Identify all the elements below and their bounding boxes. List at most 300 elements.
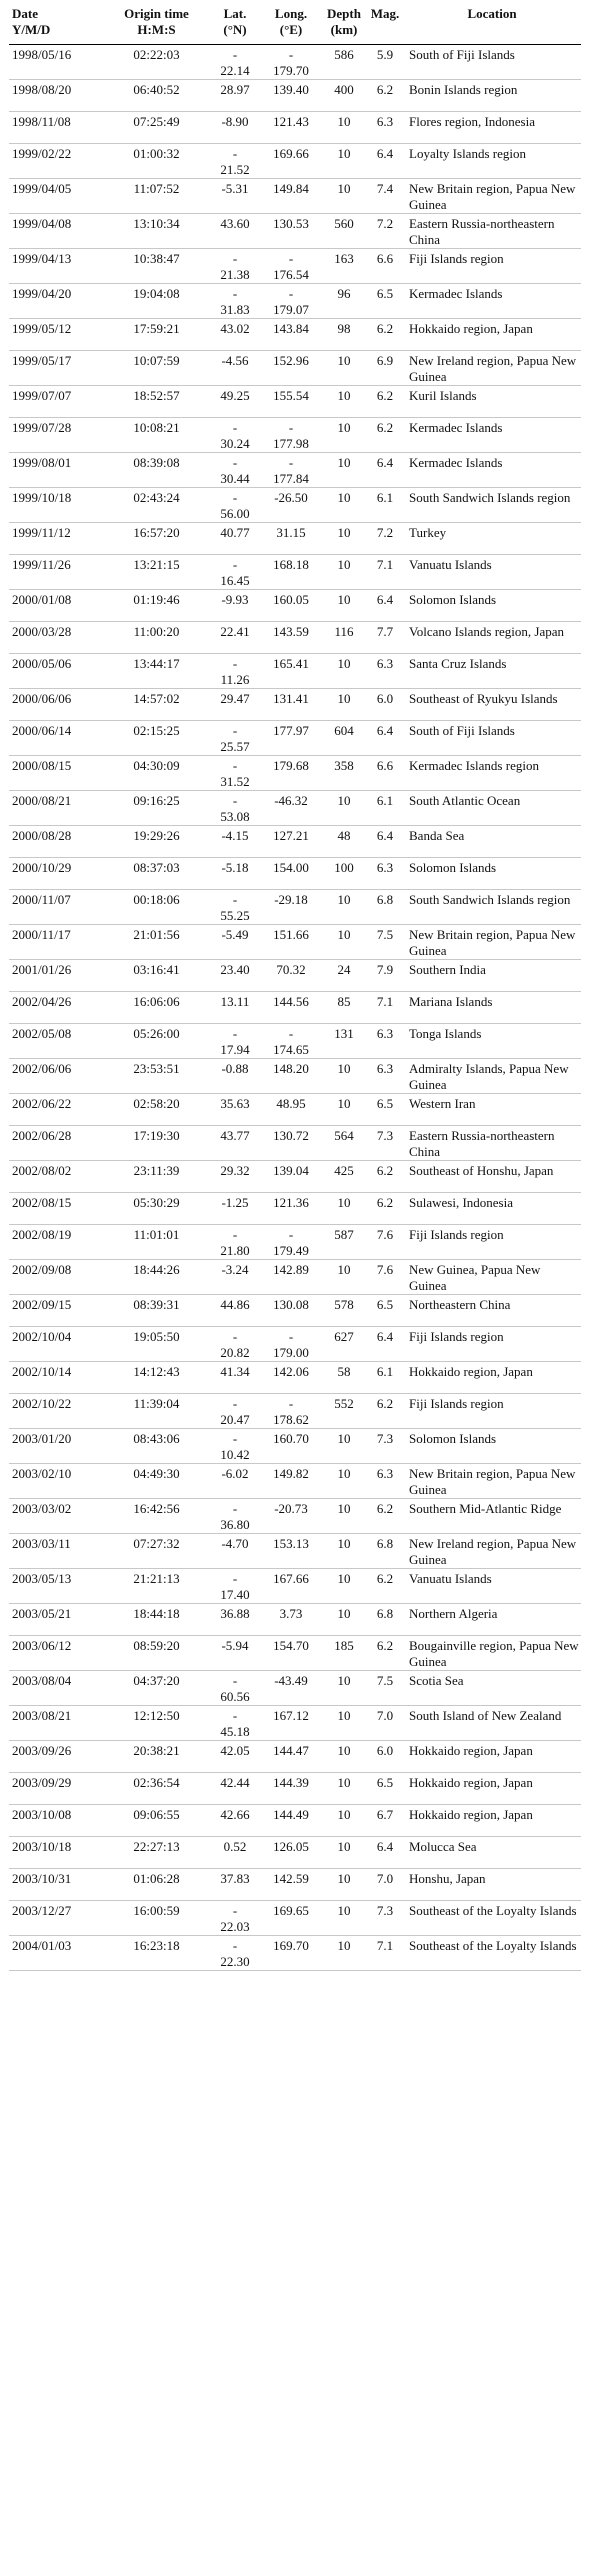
- date-cell: 1999/04/08: [9, 213, 104, 248]
- table-row: [9, 959, 581, 991]
- table-row: [9, 79, 581, 111]
- depth-cell: 10: [321, 143, 367, 178]
- date-cell: 2003/10/18: [9, 1836, 104, 1868]
- origin-time-cell: 13:21:15: [104, 554, 209, 589]
- magnitude-cell: 6.5: [367, 1772, 403, 1804]
- magnitude-cell: 6.3: [367, 1058, 403, 1093]
- magnitude-cell: 6.5: [367, 1093, 403, 1125]
- location-cell: Kermadec Islands: [403, 283, 581, 318]
- header-depth-line1: Depth: [327, 6, 361, 21]
- depth-cell: 560: [321, 213, 367, 248]
- table-row: [9, 554, 581, 589]
- longitude-cell: 139.04: [261, 1160, 321, 1192]
- latitude-cell: 41.34: [209, 1361, 261, 1393]
- location-cell: Solomon Islands: [403, 589, 581, 621]
- longitude-cell: 126.05: [261, 1836, 321, 1868]
- table-row: [9, 755, 581, 790]
- origin-time-cell: 04:30:09: [104, 755, 209, 790]
- location-cell: South Atlantic Ocean: [403, 790, 581, 825]
- depth-cell: 10: [321, 178, 367, 213]
- latitude-cell: -5.94: [209, 1635, 261, 1670]
- table-row: [9, 1192, 581, 1224]
- longitude-cell: 139.40: [261, 79, 321, 111]
- latitude-cell: -6.02: [209, 1463, 261, 1498]
- date-cell: 1998/11/08: [9, 111, 104, 143]
- table-row: [9, 790, 581, 825]
- latitude-cell: - 55.25: [209, 889, 261, 924]
- origin-time-cell: 01:00:32: [104, 143, 209, 178]
- magnitude-cell: 5.9: [367, 44, 403, 79]
- table-row: [9, 44, 581, 79]
- depth-cell: 578: [321, 1294, 367, 1326]
- table-row: [9, 318, 581, 350]
- latitude-cell: - 10.42: [209, 1428, 261, 1463]
- location-cell: Southeast of Ryukyu Islands: [403, 688, 581, 720]
- location-cell: Hokkaido region, Japan: [403, 1740, 581, 1772]
- location-cell: Banda Sea: [403, 825, 581, 857]
- location-cell: Southern India: [403, 959, 581, 991]
- table-row: [9, 1705, 581, 1740]
- origin-time-cell: 13:44:17: [104, 653, 209, 688]
- table-row: [9, 825, 581, 857]
- table-row: [9, 417, 581, 452]
- table-row: [9, 452, 581, 487]
- magnitude-cell: 6.4: [367, 143, 403, 178]
- date-cell: 2002/05/08: [9, 1023, 104, 1058]
- depth-cell: 85: [321, 991, 367, 1023]
- latitude-cell: -3.24: [209, 1259, 261, 1294]
- latitude-cell: 40.77: [209, 522, 261, 554]
- magnitude-cell: 7.5: [367, 1670, 403, 1705]
- date-cell: 2000/06/14: [9, 720, 104, 755]
- magnitude-cell: 6.4: [367, 452, 403, 487]
- longitude-cell: 148.20: [261, 1058, 321, 1093]
- longitude-cell: 121.43: [261, 111, 321, 143]
- longitude-cell: 3.73: [261, 1603, 321, 1635]
- magnitude-cell: 6.6: [367, 755, 403, 790]
- latitude-cell: - 22.30: [209, 1935, 261, 1970]
- magnitude-cell: 7.1: [367, 554, 403, 589]
- depth-cell: 10: [321, 1259, 367, 1294]
- origin-time-cell: 09:06:55: [104, 1804, 209, 1836]
- date-cell: 2003/06/12: [9, 1635, 104, 1670]
- depth-cell: 10: [321, 790, 367, 825]
- depth-cell: 48: [321, 825, 367, 857]
- magnitude-cell: 6.7: [367, 1804, 403, 1836]
- origin-time-cell: 21:21:13: [104, 1568, 209, 1603]
- date-cell: 2002/08/02: [9, 1160, 104, 1192]
- latitude-cell: 29.47: [209, 688, 261, 720]
- depth-cell: 163: [321, 248, 367, 283]
- magnitude-cell: 7.7: [367, 621, 403, 653]
- date-cell: 1998/08/20: [9, 79, 104, 111]
- origin-time-cell: 08:39:31: [104, 1294, 209, 1326]
- location-cell: New Britain region, Papua New Guinea: [403, 1463, 581, 1498]
- location-cell: Tonga Islands: [403, 1023, 581, 1058]
- location-cell: New Guinea, Papua New Guinea: [403, 1259, 581, 1294]
- header-depth: [321, 6, 367, 44]
- date-cell: 2003/10/31: [9, 1868, 104, 1900]
- depth-cell: 10: [321, 1836, 367, 1868]
- date-cell: 2002/09/08: [9, 1259, 104, 1294]
- magnitude-cell: 7.3: [367, 1900, 403, 1935]
- origin-time-cell: 07:25:49: [104, 111, 209, 143]
- table-row: [9, 111, 581, 143]
- latitude-cell: - 45.18: [209, 1705, 261, 1740]
- date-cell: 2002/10/22: [9, 1393, 104, 1428]
- latitude-cell: 44.86: [209, 1294, 261, 1326]
- date-cell: 2003/12/27: [9, 1900, 104, 1935]
- magnitude-cell: 6.4: [367, 825, 403, 857]
- origin-time-cell: 04:49:30: [104, 1463, 209, 1498]
- depth-cell: 425: [321, 1160, 367, 1192]
- date-cell: 2003/01/20: [9, 1428, 104, 1463]
- longitude-cell: -43.49: [261, 1670, 321, 1705]
- longitude-cell: 142.06: [261, 1361, 321, 1393]
- origin-time-cell: 11:07:52: [104, 178, 209, 213]
- header-mag-label: Mag.: [370, 6, 400, 21]
- longitude-cell: -46.32: [261, 790, 321, 825]
- location-cell: South of Fiji Islands: [403, 44, 581, 79]
- location-cell: Bonin Islands region: [403, 79, 581, 111]
- earthquake-table: [9, 6, 581, 1971]
- date-cell: 2003/05/13: [9, 1568, 104, 1603]
- longitude-cell: 155.54: [261, 385, 321, 417]
- table-row: [9, 143, 581, 178]
- longitude-cell: 121.36: [261, 1192, 321, 1224]
- longitude-cell: 131.41: [261, 688, 321, 720]
- longitude-cell: 70.32: [261, 959, 321, 991]
- location-cell: Honshu, Japan: [403, 1868, 581, 1900]
- date-cell: 2002/10/04: [9, 1326, 104, 1361]
- origin-time-cell: 01:19:46: [104, 589, 209, 621]
- location-cell: Southeast of the Loyalty Islands: [403, 1900, 581, 1935]
- latitude-cell: 42.05: [209, 1740, 261, 1772]
- origin-time-cell: 06:40:52: [104, 79, 209, 111]
- table-row: [9, 1259, 581, 1294]
- table-row: [9, 1670, 581, 1705]
- date-cell: 2000/10/29: [9, 857, 104, 889]
- longitude-cell: - 179.49: [261, 1224, 321, 1259]
- date-cell: 1999/04/20: [9, 283, 104, 318]
- longitude-cell: 179.68: [261, 755, 321, 790]
- location-cell: Bougainville region, Papua New Guinea: [403, 1635, 581, 1670]
- table-row: [9, 720, 581, 755]
- depth-cell: 10: [321, 1740, 367, 1772]
- magnitude-cell: 6.2: [367, 385, 403, 417]
- depth-cell: 58: [321, 1361, 367, 1393]
- table-row: [9, 1772, 581, 1804]
- date-cell: 2003/03/11: [9, 1533, 104, 1568]
- table-row: [9, 991, 581, 1023]
- longitude-cell: 144.56: [261, 991, 321, 1023]
- location-cell: Vanuatu Islands: [403, 1568, 581, 1603]
- header-latitude: [209, 6, 261, 44]
- magnitude-cell: 6.2: [367, 1635, 403, 1670]
- magnitude-cell: 7.2: [367, 213, 403, 248]
- origin-time-cell: 16:00:59: [104, 1900, 209, 1935]
- depth-cell: 10: [321, 1498, 367, 1533]
- depth-cell: 10: [321, 1804, 367, 1836]
- origin-time-cell: 21:01:56: [104, 924, 209, 959]
- table-row: [9, 1058, 581, 1093]
- table-row: [9, 1868, 581, 1900]
- longitude-cell: 149.84: [261, 178, 321, 213]
- header-location-label: Location: [467, 6, 517, 21]
- origin-time-cell: 10:08:21: [104, 417, 209, 452]
- latitude-cell: - 60.56: [209, 1670, 261, 1705]
- longitude-cell: 165.41: [261, 653, 321, 688]
- origin-time-cell: 10:38:47: [104, 248, 209, 283]
- longitude-cell: - 179.07: [261, 283, 321, 318]
- latitude-cell: 23.40: [209, 959, 261, 991]
- depth-cell: 10: [321, 1772, 367, 1804]
- magnitude-cell: 7.0: [367, 1705, 403, 1740]
- origin-time-cell: 16:06:06: [104, 991, 209, 1023]
- longitude-cell: 167.66: [261, 1568, 321, 1603]
- latitude-cell: - 16.45: [209, 554, 261, 589]
- magnitude-cell: 7.2: [367, 522, 403, 554]
- table-row: [9, 688, 581, 720]
- origin-time-cell: 01:06:28: [104, 1868, 209, 1900]
- depth-cell: 587: [321, 1224, 367, 1259]
- location-cell: Eastern Russia-northeastern China: [403, 213, 581, 248]
- longitude-cell: 154.70: [261, 1635, 321, 1670]
- date-cell: 2003/05/21: [9, 1603, 104, 1635]
- latitude-cell: -0.88: [209, 1058, 261, 1093]
- date-cell: 1999/10/18: [9, 487, 104, 522]
- table-row: [9, 1125, 581, 1160]
- table-row: [9, 1635, 581, 1670]
- date-cell: 2002/06/22: [9, 1093, 104, 1125]
- magnitude-cell: 6.2: [367, 417, 403, 452]
- table-row: [9, 1498, 581, 1533]
- origin-time-cell: 08:43:06: [104, 1428, 209, 1463]
- magnitude-cell: 6.1: [367, 487, 403, 522]
- header-location: [403, 6, 581, 44]
- date-cell: 2003/09/26: [9, 1740, 104, 1772]
- depth-cell: 586: [321, 44, 367, 79]
- magnitude-cell: 6.2: [367, 79, 403, 111]
- table-row: [9, 178, 581, 213]
- depth-cell: 10: [321, 1463, 367, 1498]
- date-cell: 2004/01/03: [9, 1935, 104, 1970]
- location-cell: Kermadec Islands: [403, 417, 581, 452]
- origin-time-cell: 10:07:59: [104, 350, 209, 385]
- latitude-cell: - 30.24: [209, 417, 261, 452]
- date-cell: 1999/11/26: [9, 554, 104, 589]
- latitude-cell: -4.56: [209, 350, 261, 385]
- date-cell: 2003/08/04: [9, 1670, 104, 1705]
- depth-cell: 10: [321, 688, 367, 720]
- depth-cell: 24: [321, 959, 367, 991]
- longitude-cell: 143.84: [261, 318, 321, 350]
- table-row: [9, 1568, 581, 1603]
- location-cell: Mariana Islands: [403, 991, 581, 1023]
- origin-time-cell: 20:38:21: [104, 1740, 209, 1772]
- date-cell: 2000/11/07: [9, 889, 104, 924]
- date-cell: 2000/08/28: [9, 825, 104, 857]
- origin-time-cell: 13:10:34: [104, 213, 209, 248]
- longitude-cell: 127.21: [261, 825, 321, 857]
- origin-time-cell: 18:52:57: [104, 385, 209, 417]
- table-body: [9, 44, 581, 1970]
- table-row: [9, 1224, 581, 1259]
- depth-cell: 10: [321, 1935, 367, 1970]
- depth-cell: 10: [321, 1670, 367, 1705]
- table-row: [9, 1093, 581, 1125]
- table-row: [9, 1160, 581, 1192]
- magnitude-cell: 6.9: [367, 350, 403, 385]
- depth-cell: 96: [321, 283, 367, 318]
- latitude-cell: - 22.14: [209, 44, 261, 79]
- depth-cell: 100: [321, 857, 367, 889]
- date-cell: 2002/08/19: [9, 1224, 104, 1259]
- location-cell: Southeast of Honshu, Japan: [403, 1160, 581, 1192]
- location-cell: Fiji Islands region: [403, 1393, 581, 1428]
- depth-cell: 10: [321, 1192, 367, 1224]
- latitude-cell: -1.25: [209, 1192, 261, 1224]
- table-row: [9, 1804, 581, 1836]
- date-cell: 2003/03/02: [9, 1498, 104, 1533]
- location-cell: New Ireland region, Papua New Guinea: [403, 1533, 581, 1568]
- latitude-cell: -5.18: [209, 857, 261, 889]
- origin-time-cell: 00:18:06: [104, 889, 209, 924]
- latitude-cell: 49.25: [209, 385, 261, 417]
- depth-cell: 10: [321, 385, 367, 417]
- header-time-line1: Origin time: [124, 6, 189, 21]
- latitude-cell: - 21.80: [209, 1224, 261, 1259]
- header-origin-time: [104, 6, 209, 44]
- origin-time-cell: 12:12:50: [104, 1705, 209, 1740]
- header-date-line2: Y/M/D: [12, 22, 51, 37]
- latitude-cell: -9.93: [209, 589, 261, 621]
- longitude-cell: 48.95: [261, 1093, 321, 1125]
- table-row: [9, 1393, 581, 1428]
- date-cell: 2003/09/29: [9, 1772, 104, 1804]
- magnitude-cell: 6.4: [367, 589, 403, 621]
- origin-time-cell: 19:29:26: [104, 825, 209, 857]
- location-cell: Santa Cruz Islands: [403, 653, 581, 688]
- location-cell: Northeastern China: [403, 1294, 581, 1326]
- longitude-cell: 149.82: [261, 1463, 321, 1498]
- date-cell: 1999/07/07: [9, 385, 104, 417]
- header-row: [9, 6, 581, 44]
- date-cell: 2000/06/06: [9, 688, 104, 720]
- magnitude-cell: 6.3: [367, 111, 403, 143]
- longitude-cell: 169.70: [261, 1935, 321, 1970]
- depth-cell: 10: [321, 111, 367, 143]
- magnitude-cell: 6.3: [367, 1023, 403, 1058]
- location-cell: Admiralty Islands, Papua New Guinea: [403, 1058, 581, 1093]
- location-cell: Northern Algeria: [403, 1603, 581, 1635]
- origin-time-cell: 02:43:24: [104, 487, 209, 522]
- date-cell: 2001/01/26: [9, 959, 104, 991]
- table-row: [9, 1836, 581, 1868]
- longitude-cell: 167.12: [261, 1705, 321, 1740]
- location-cell: Fiji Islands region: [403, 248, 581, 283]
- date-cell: 1999/11/12: [9, 522, 104, 554]
- depth-cell: 564: [321, 1125, 367, 1160]
- location-cell: Kermadec Islands: [403, 452, 581, 487]
- header-depth-line2: (km): [330, 22, 358, 37]
- table-row: [9, 1900, 581, 1935]
- origin-time-cell: 09:16:25: [104, 790, 209, 825]
- depth-cell: 10: [321, 1533, 367, 1568]
- longitude-cell: 142.89: [261, 1259, 321, 1294]
- origin-time-cell: 11:01:01: [104, 1224, 209, 1259]
- origin-time-cell: 23:53:51: [104, 1058, 209, 1093]
- date-cell: 2000/05/06: [9, 653, 104, 688]
- location-cell: Solomon Islands: [403, 857, 581, 889]
- latitude-cell: - 21.38: [209, 248, 261, 283]
- date-cell: 1999/04/13: [9, 248, 104, 283]
- table-row: [9, 1023, 581, 1058]
- latitude-cell: - 22.03: [209, 1900, 261, 1935]
- latitude-cell: 13.11: [209, 991, 261, 1023]
- header-lon-line1: Long.: [274, 6, 308, 21]
- magnitude-cell: 7.5: [367, 924, 403, 959]
- magnitude-cell: 7.9: [367, 959, 403, 991]
- latitude-cell: -8.90: [209, 111, 261, 143]
- header-time-line2: H:M:S: [137, 22, 176, 37]
- table-row: [9, 248, 581, 283]
- date-cell: 2000/01/08: [9, 589, 104, 621]
- location-cell: Eastern Russia-northeastern China: [403, 1125, 581, 1160]
- date-cell: 2000/11/17: [9, 924, 104, 959]
- table-row: [9, 589, 581, 621]
- location-cell: South Island of New Zealand: [403, 1705, 581, 1740]
- magnitude-cell: 6.6: [367, 248, 403, 283]
- origin-time-cell: 16:57:20: [104, 522, 209, 554]
- longitude-cell: -26.50: [261, 487, 321, 522]
- table-row: [9, 350, 581, 385]
- origin-time-cell: 02:36:54: [104, 1772, 209, 1804]
- location-cell: Hokkaido region, Japan: [403, 1804, 581, 1836]
- table-row: [9, 385, 581, 417]
- latitude-cell: -5.49: [209, 924, 261, 959]
- date-cell: 2002/10/14: [9, 1361, 104, 1393]
- date-cell: 2003/08/21: [9, 1705, 104, 1740]
- latitude-cell: - 21.52: [209, 143, 261, 178]
- latitude-cell: -4.70: [209, 1533, 261, 1568]
- longitude-cell: 144.49: [261, 1804, 321, 1836]
- magnitude-cell: 6.8: [367, 1533, 403, 1568]
- longitude-cell: - 174.65: [261, 1023, 321, 1058]
- magnitude-cell: 6.0: [367, 1740, 403, 1772]
- longitude-cell: 169.66: [261, 143, 321, 178]
- longitude-cell: 130.08: [261, 1294, 321, 1326]
- header-lon-line2: (°E): [279, 22, 303, 37]
- date-cell: 2002/04/26: [9, 991, 104, 1023]
- date-cell: 2000/03/28: [9, 621, 104, 653]
- magnitude-cell: 6.2: [367, 1160, 403, 1192]
- longitude-cell: 152.96: [261, 350, 321, 385]
- depth-cell: 185: [321, 1635, 367, 1670]
- date-cell: 1999/05/12: [9, 318, 104, 350]
- table-row: [9, 522, 581, 554]
- location-cell: South of Fiji Islands: [403, 720, 581, 755]
- depth-cell: 10: [321, 653, 367, 688]
- depth-cell: 131: [321, 1023, 367, 1058]
- latitude-cell: - 31.52: [209, 755, 261, 790]
- longitude-cell: - 177.84: [261, 452, 321, 487]
- longitude-cell: 144.47: [261, 1740, 321, 1772]
- location-cell: New Ireland region, Papua New Guinea: [403, 350, 581, 385]
- depth-cell: 10: [321, 487, 367, 522]
- origin-time-cell: 22:27:13: [104, 1836, 209, 1868]
- depth-cell: 10: [321, 350, 367, 385]
